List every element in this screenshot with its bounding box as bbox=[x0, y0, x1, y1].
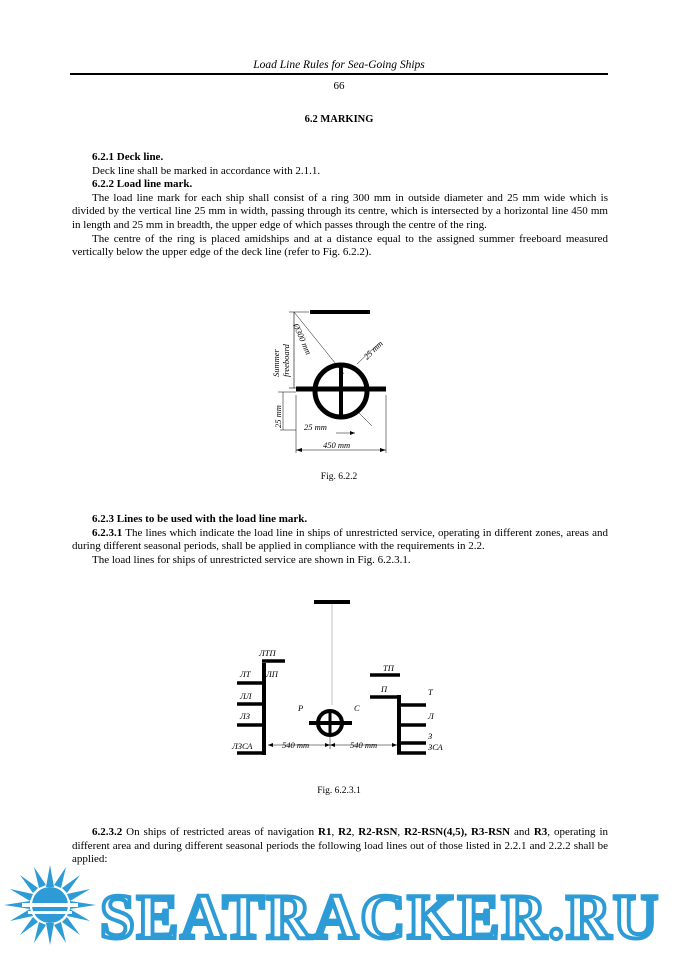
sun-icon bbox=[4, 865, 96, 945]
watermark-text: SEATRACKER.RU bbox=[100, 881, 660, 952]
length-dim-label: 450 mm bbox=[323, 440, 351, 450]
heading-6-2-1: 6.2.1 Deck line. bbox=[92, 151, 164, 163]
subheading-6-2-3-2: 6.2.3.2 bbox=[92, 826, 123, 838]
label-lzsa: ЛЗСА bbox=[232, 741, 253, 751]
label-lp: ЛП bbox=[266, 669, 278, 679]
label-l: Л bbox=[428, 711, 434, 721]
paragraph-6-2-2-a: The load line mark for each ship shall consist of a ring 300 mm in outside diameter and 25 mm wide which is divided by the vertical line 25 mm in width, passing through its centre, which is intersected by a horizontal line 450 mm in length and 25 mm in breadth, the upper edge of which passes through the centre of the ring. bbox=[72, 191, 608, 231]
text-part: and bbox=[510, 826, 530, 838]
header-divider bbox=[70, 73, 608, 75]
section-6-2-1-2 bbox=[72, 151, 608, 260]
dim-right-label: 540 mm bbox=[350, 740, 378, 750]
label-ll: ЛЛ bbox=[240, 691, 252, 701]
heading-6-2-2: 6.2.2 Load line mark. bbox=[92, 178, 193, 191]
label-pp: П bbox=[381, 684, 388, 694]
diameter-label: Ø300 mm bbox=[291, 321, 314, 357]
text-part: , bbox=[397, 826, 405, 838]
label-lt: ЛТ bbox=[240, 669, 251, 679]
area-r2-rsn: R2-RSN bbox=[358, 826, 398, 838]
page-number: 66 bbox=[333, 80, 345, 92]
label-zsa: ЗСА bbox=[428, 742, 443, 752]
label-c: С bbox=[354, 703, 360, 713]
text-part: On ships of restricted areas of navigation bbox=[122, 826, 319, 838]
figure-6-2-2-caption: Fig. 6.2.2 bbox=[320, 472, 358, 482]
label-p: Р bbox=[298, 703, 304, 713]
inner-dim-label: 25 mm bbox=[304, 422, 327, 432]
area-r2: R2 bbox=[338, 826, 352, 838]
text-part: , operating in different area and during different seasonal periods the following load lines out of those listed in 2.2.1 and 2.2.2 shall be applied: bbox=[72, 826, 609, 866]
area-r3: R3 bbox=[533, 826, 548, 838]
area-r2-rsn-45: R2-RSN(4,5), R3-RSN bbox=[404, 826, 511, 838]
running-header: Load Line Rules for Sea-Going Ships bbox=[253, 59, 425, 71]
paragraph-6-2-1: Deck line shall be marked in accordance with 2.1.1. bbox=[92, 164, 321, 177]
label-t: Т bbox=[428, 687, 433, 697]
figure-6-2-3-1 bbox=[222, 595, 457, 765]
figure-6-2-2 bbox=[260, 300, 410, 460]
paragraph-6-2-3-1-b: The load lines for ships of unrestricted service are shown in Fig. 6.2.3.1. bbox=[92, 553, 411, 566]
label-tp: ТП bbox=[383, 663, 394, 673]
left-dim-label: 25 mm bbox=[273, 405, 283, 428]
summer-label: Summer bbox=[271, 349, 281, 377]
text-part: , bbox=[351, 826, 359, 838]
figure-6-2-3-1-caption: Fig. 6.2.3.1 bbox=[317, 786, 361, 796]
ring-width-label: 25 mm bbox=[361, 338, 385, 362]
heading-6-2-3: 6.2.3 Lines to be used with the load line mark. bbox=[92, 513, 308, 525]
label-z: З bbox=[428, 731, 433, 741]
section-title: 6.2 MARKING bbox=[304, 114, 374, 125]
paragraph-6-2-2-b: The centre of the ring is placed amidships and at a distance equal to the assigned summer freeboard measured vertically below the upper edge of the deck line (refer to Fig. 6.2.2). bbox=[72, 232, 608, 259]
subheading-6-2-3-1: 6.2.3.1 bbox=[92, 526, 123, 539]
label-lz: ЛЗ bbox=[240, 711, 250, 721]
paragraph-6-2-3-1: The lines which indicate the load line in ships of unrestricted service, operating in different zones, areas and during different seasonal periods, shall be applied in compliance with the requirements in 2.2. bbox=[72, 526, 608, 553]
dim-left-label: 540 mm bbox=[282, 740, 310, 750]
section-6-2-3 bbox=[72, 513, 608, 567]
text-part: , bbox=[331, 826, 339, 838]
freeboard-label: freeboard bbox=[281, 344, 291, 377]
area-r1: R1 bbox=[318, 826, 332, 838]
label-ltp: ЛТП bbox=[259, 648, 276, 658]
watermark bbox=[0, 860, 678, 959]
